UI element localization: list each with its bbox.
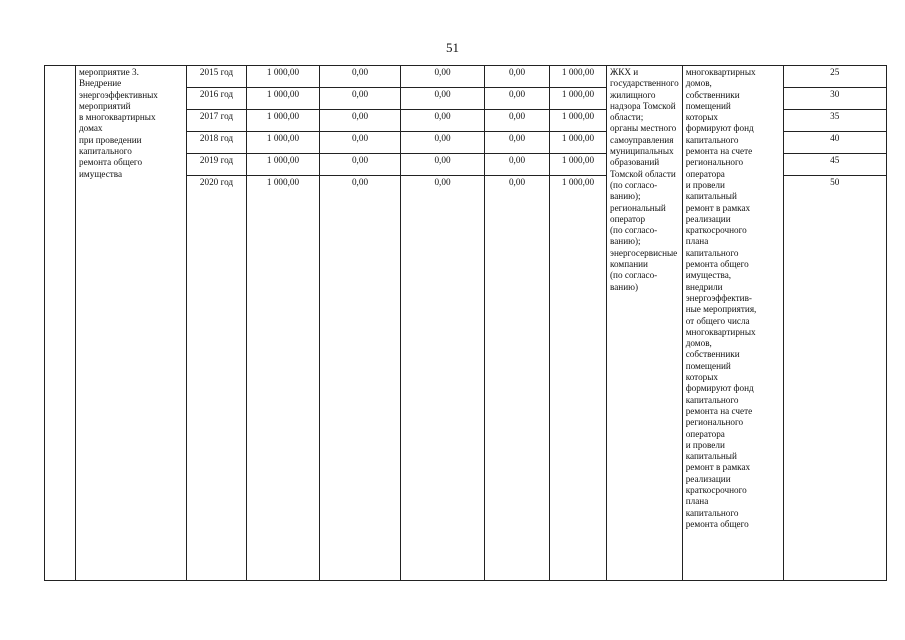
amount-cell: 0,00 [401, 176, 485, 581]
amount-cell: 0,00 [485, 154, 550, 176]
amount-cell: 1 000,00 [550, 176, 607, 581]
amount-cell: 0,00 [485, 110, 550, 132]
amount-cell: 1 000,00 [550, 110, 607, 132]
amount-cell: 0,00 [320, 154, 401, 176]
indicator-value: 25 [783, 66, 886, 88]
amount-cell: 1 000,00 [550, 88, 607, 110]
amount-cell: 0,00 [401, 110, 485, 132]
year-cell: 2018 год [187, 132, 247, 154]
indicator-value: 45 [783, 154, 886, 176]
total-cell: 1 000,00 [247, 88, 320, 110]
measure-name: мероприятие 3. Внедрение энергоэффективных мероприятий в многоквартирных домах при проведении капитального ремонта общего имущества [76, 66, 187, 581]
total-cell: 1 000,00 [247, 132, 320, 154]
indicator-value: 50 [783, 176, 886, 581]
indicator-cell: многоквартирных домов, собственники помещений которых формируют фонд капитального ремонта на счете регионального оператора и провели капитальный ремонт в рамках реализации краткосрочного плана капитального ремонта общего имущества, внедрили энергоэффектив- ные мероприятия, от общего числа многоквартирных домов, собственники помещений которых формируют фонд капитального ремонта на счете регионального оператора и провели капитальный ремонт в рамках реализации краткосрочного плана капитального ремонта общего [682, 66, 783, 581]
total-cell: 1 000,00 [247, 66, 320, 88]
amount-cell: 0,00 [320, 66, 401, 88]
program-table [44, 65, 887, 581]
amount-cell: 0,00 [485, 66, 550, 88]
amount-cell: 0,00 [485, 176, 550, 581]
year-cell: 2016 год [187, 88, 247, 110]
amount-cell: 0,00 [320, 132, 401, 154]
total-cell: 1 000,00 [247, 176, 320, 581]
indicator-value: 35 [783, 110, 886, 132]
total-cell: 1 000,00 [247, 110, 320, 132]
year-cell: 2015 год [187, 66, 247, 88]
amount-cell: 1 000,00 [550, 154, 607, 176]
page-number: 51 [446, 40, 459, 55]
total-cell: 1 000,00 [247, 154, 320, 176]
amount-cell: 0,00 [401, 154, 485, 176]
executors-cell: ЖКХ и государственного жилищного надзора Томской области; органы местного самоуправления муниципальных образований Томской области (по согласо- ванию); региональный оператор (по согласо- ванию); энергосервисные компании (по согласо- ванию) [607, 66, 683, 581]
year-cell: 2017 год [187, 110, 247, 132]
amount-cell: 0,00 [401, 132, 485, 154]
number-cell [45, 66, 76, 581]
amount-cell: 0,00 [401, 88, 485, 110]
year-cell: 2020 год [187, 176, 247, 581]
indicator-value: 40 [783, 132, 886, 154]
amount-cell: 0,00 [320, 88, 401, 110]
amount-cell: 1 000,00 [550, 66, 607, 88]
amount-cell: 0,00 [485, 132, 550, 154]
year-cell: 2019 год [187, 154, 247, 176]
amount-cell: 1 000,00 [550, 132, 607, 154]
table-row [45, 66, 887, 88]
indicator-value: 30 [783, 88, 886, 110]
amount-cell: 0,00 [320, 176, 401, 581]
amount-cell: 0,00 [320, 110, 401, 132]
amount-cell: 0,00 [485, 88, 550, 110]
amount-cell: 0,00 [401, 66, 485, 88]
